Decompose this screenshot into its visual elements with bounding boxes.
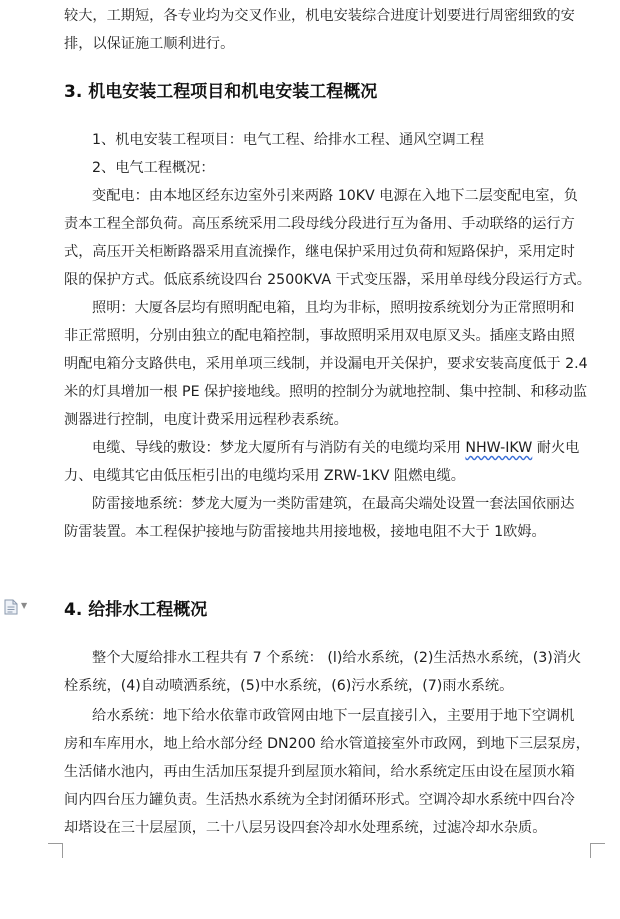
paragraph-line: 栓系统，(4)自动喷洒系统，(5)中水系统，(6)污水系统，(7)雨水系统。: [64, 678, 514, 694]
paragraph-line: 生活储水池内，再由生活加压泵提升到屋顶水箱间，给水系统定压由设在屋顶水箱: [64, 764, 575, 780]
text-line: 排，以保证施工顺利进行。: [64, 36, 235, 52]
paragraph-line: 责本工程全部负荷。高压系统采用二段母线分段进行互为备用、手动联络的运行方: [64, 216, 575, 232]
text-line: 较大，工期短，各专业均为交叉作业，机电安装综合进度计划要进行周密细致的安: [64, 8, 575, 24]
paragraph-line: 照明：大厦各层均有照明配电箱，且均为非标，照明按系统划分为正常照明和: [92, 300, 575, 316]
paragraph-line: 明配电箱分支路供电，采用单项三线制，并设漏电开关保护，要求安装高度低于 2.4: [64, 356, 588, 372]
list-item: 1、机电安装工程项目：电气工程、给排水工程、通风空调工程: [92, 132, 485, 148]
paragraph-line: 非正常照明，分别由独立的配电箱控制，事故照明采用双电原叉头。插座支路由照: [64, 328, 575, 344]
paragraph-line: 米的灯具增加一根 PE 保护接地线。照明的控制分为就地控制、集中控制、和移动监: [64, 384, 588, 400]
paragraph-text: 电缆、导线的敷设：梦龙大厦所有与消防有关的电缆均采用: [92, 440, 466, 456]
paragraph-line: 整个大厦给排水工程共有 7 个系统： (l)给水系统，(2)生活热水系统，(3)消火: [92, 650, 582, 666]
paragraph-line: [92, 438, 620, 458]
paragraph-line: 限的保护方式。低底系统设四台 2500KVA 干式变压器，采用单母线分段运行方式。: [64, 272, 591, 288]
paragraph-line: 给水系统：地下给水依靠市政管网由地下一层直接引入，主要用于地下空调机: [92, 708, 575, 724]
dropdown-arrow-icon[interactable]: ▼: [21, 601, 28, 610]
paragraph-line: 房和车库用水，地上给水部分经 DN200 给水管道接室外市政网，到地下三层泵房，: [64, 736, 590, 752]
paragraph-line: 却塔设在三十层屋顶，二十八层另设四套冷却水处理系统，过滤冷却水杂质。: [64, 820, 547, 836]
paragraph-line: 间内四台压力罐负责。生活热水系统为全封闭循环形式。空调冷却水系统中四台冷: [64, 792, 575, 808]
paragraph-line: 防雷装置。本工程保护接地与防雷接地共用接地极，接地电阻不大于 1欧姆。: [64, 524, 546, 540]
paragraph-line: 防雷接地系统：梦龙大厦为一类防雷建筑，在最高尖端处设置一套法国依丽达: [92, 496, 575, 512]
spellcheck-flagged-term[interactable]: NHW-IKW: [465, 440, 533, 456]
section-heading: 4. 给排水工程概况: [64, 600, 208, 620]
paragraph-line: 变配电：由本地区经东边室外引来两路 10KV 电源在入地下二层变配电室，负: [92, 188, 578, 204]
paragraph-text: 耐火电: [532, 440, 580, 456]
paragraph-line: 力、电缆其它由低压柜引出的电缆均采用 ZRW-1KV 阻燃电缆。: [64, 468, 465, 484]
margin-corner-mark: [48, 843, 63, 858]
margin-corner-mark: [590, 843, 605, 858]
paragraph-line: 式，高压开关柜断路器采用直流操作，继电保护采用过负荷和短路保护，采用定时: [64, 244, 575, 260]
paragraph-line: 测器进行控制，电度计费采用远程秒表系统。: [64, 412, 348, 428]
section-heading: 3. 机电安装工程项目和机电安装工程概况: [64, 82, 378, 102]
document-icon[interactable]: [4, 599, 18, 619]
list-item: 2、电气工程概况：: [92, 160, 215, 176]
